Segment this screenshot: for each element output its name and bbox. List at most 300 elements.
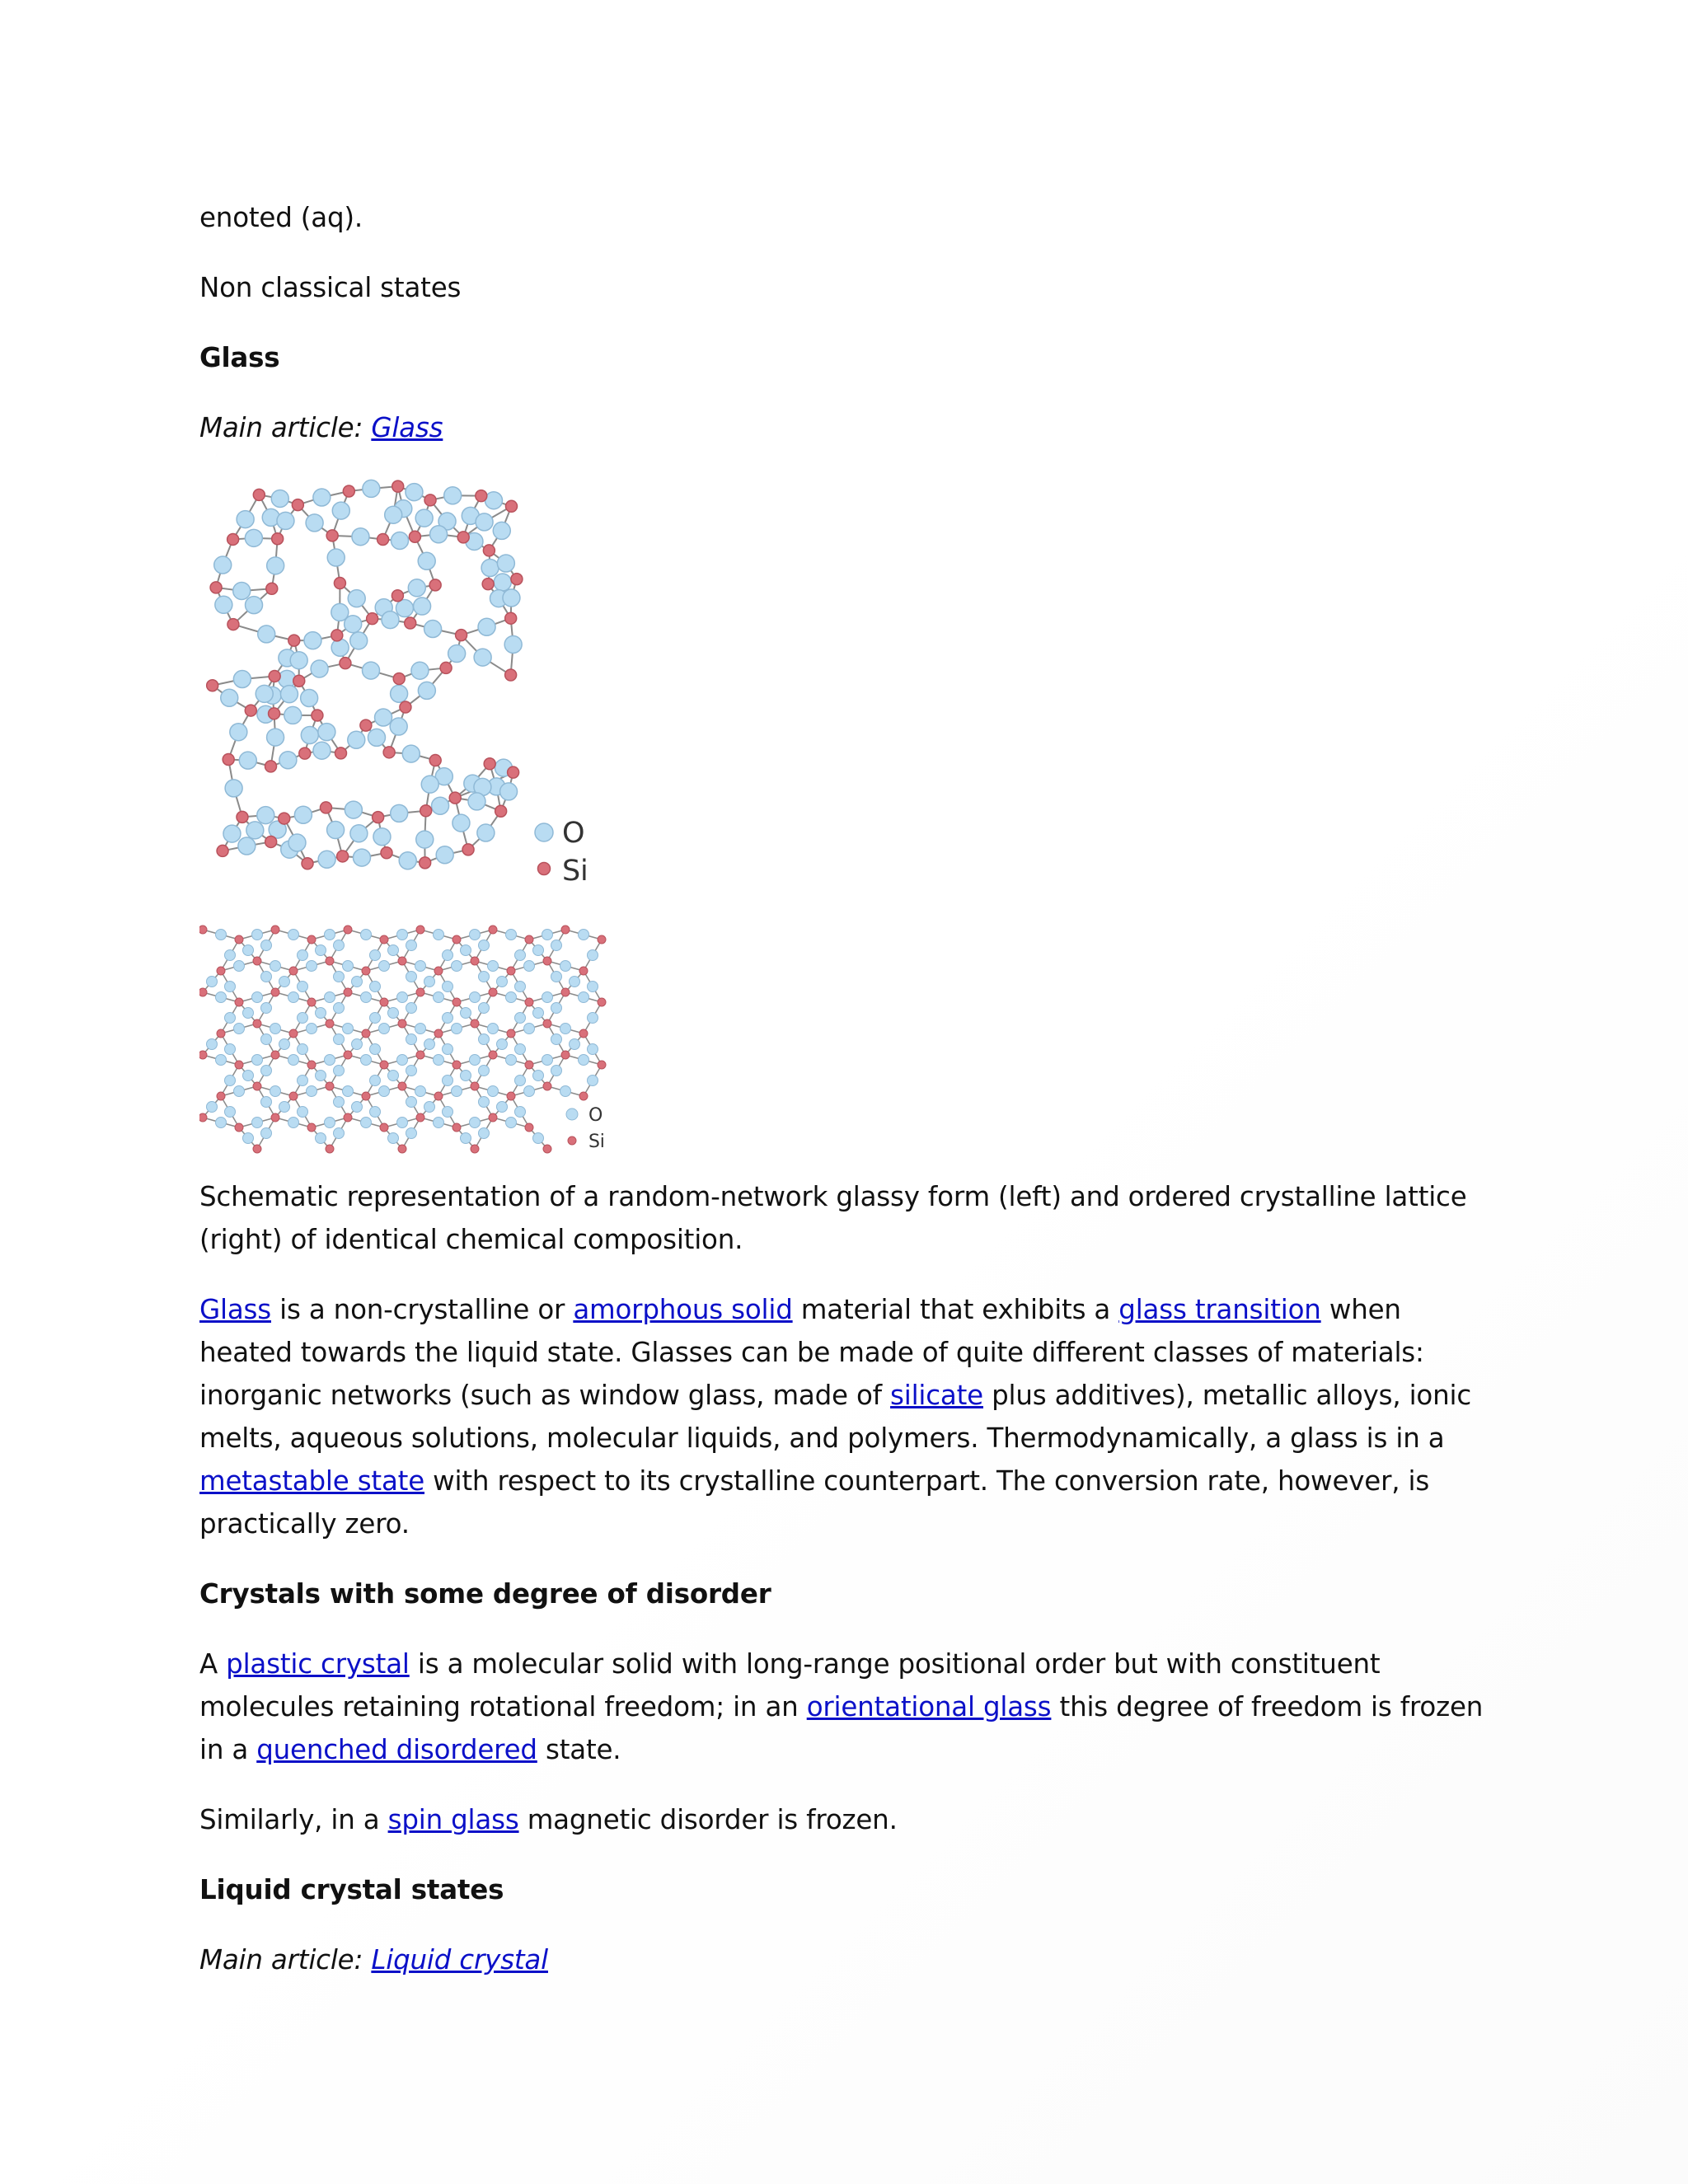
oxygen-atom [406, 1128, 417, 1139]
plastic-text-1: is a molecular solid with long-range positional order but with constituent molecules retaining rotational freedom; in an [199, 1648, 1381, 1722]
oxygen-atom [551, 1066, 562, 1076]
oxygen-atom [311, 660, 328, 677]
silicon-atom [271, 1113, 279, 1122]
oxygen-atom [390, 718, 407, 735]
oxygen-atom [298, 1107, 308, 1118]
oxygen-atom [361, 1055, 372, 1066]
oxygen-atom [379, 1024, 390, 1034]
silicon-atom [320, 802, 331, 813]
oxygen-atom [280, 686, 298, 703]
oxygen-atom [298, 1076, 308, 1086]
silicon-atom [344, 926, 352, 934]
silicon-atom [210, 582, 222, 593]
oxygen-atom [399, 852, 416, 869]
silicon-atom [381, 847, 392, 859]
oxygen-atom [243, 1071, 254, 1081]
silicon-atom [307, 1123, 316, 1132]
oxygen-atom [261, 1034, 272, 1045]
oxygen-atom [221, 689, 238, 706]
oxygen-atom [402, 745, 420, 762]
oxygen-atom [579, 992, 589, 1003]
oxygen-atom [485, 492, 502, 509]
oxygen-atom [415, 1024, 426, 1034]
oxygen-atom [468, 793, 485, 810]
oxygen-atom [316, 945, 326, 956]
silicon-atom [302, 858, 313, 869]
oxygen-atom [497, 555, 514, 572]
oxygen-atom [551, 940, 562, 951]
oxygen-atom [352, 1039, 363, 1050]
oxygen-atom [252, 992, 263, 1003]
silicon-atom [344, 1051, 352, 1059]
silicon-atom [543, 957, 551, 965]
silicon-atom [598, 1061, 606, 1069]
link-liquid-crystal-article[interactable]: Liquid crystal [371, 1944, 548, 1975]
silicon-atom [326, 957, 334, 965]
silicon-atom [334, 578, 345, 589]
plastic-text-0: A [199, 1648, 227, 1680]
oxygen-atom [588, 1044, 598, 1055]
glass-text-2: material that exhibits a [792, 1294, 1119, 1325]
silicon-atom [507, 967, 515, 975]
oxygen-atom [488, 1024, 499, 1034]
oxygen-atom [246, 597, 263, 614]
oxygen-atom [237, 511, 254, 528]
oxygen-atom [290, 652, 307, 669]
silicon-atom [598, 935, 606, 944]
crystal-legend-oxygen-marker [566, 1108, 578, 1120]
oxygen-atom [261, 1066, 272, 1076]
link-glass[interactable]: Glass [199, 1294, 271, 1325]
oxygen-atom [533, 945, 544, 956]
oxygen-atom [316, 1133, 326, 1144]
silicon-atom [235, 1061, 243, 1069]
silicon-atom [398, 1082, 406, 1090]
silicon-atom [398, 1145, 406, 1153]
oxygen-atom [207, 1102, 218, 1113]
oxygen-atom [294, 806, 312, 823]
oxygen-atom [284, 706, 302, 724]
oxygen-atom [479, 1128, 490, 1139]
oxygen-atom [216, 930, 227, 940]
silicon-atom [416, 926, 424, 934]
oxygen-atom [397, 1118, 408, 1128]
silicon-atom [237, 811, 248, 823]
oxygen-atom [245, 529, 262, 546]
oxygen-atom [418, 682, 435, 699]
silicon-atom [360, 719, 372, 731]
glass-paragraph [199, 1288, 1485, 1545]
oxygen-atom [345, 616, 362, 633]
silicon-atom [326, 1019, 334, 1028]
oxygen-atom [361, 992, 372, 1003]
plastic-crystal-paragraph [199, 1643, 1485, 1771]
silicon-atom [561, 1051, 570, 1059]
oxygen-atom [391, 685, 408, 702]
oxygen-atom [325, 930, 335, 940]
silicon-atom [424, 494, 436, 506]
oxygen-atom [288, 1118, 299, 1128]
silicon-atom [380, 998, 388, 1006]
oxygen-atom [261, 1003, 272, 1014]
oxygen-atom [494, 574, 511, 591]
oxygen-atom [406, 1097, 417, 1108]
oxygen-atom [298, 1013, 308, 1024]
silicon-atom [429, 579, 441, 591]
silicon-atom [380, 1061, 388, 1069]
oxygen-atom [334, 1003, 345, 1014]
silicon-atom [511, 574, 523, 585]
silicon-atom [471, 1019, 479, 1028]
oxygen-atom [301, 690, 318, 707]
oxygen-atom [243, 1133, 254, 1144]
oxygen-atom [307, 1086, 317, 1097]
oxygen-atom [252, 930, 263, 940]
link-plastic-crystal[interactable]: plastic crystal [226, 1648, 410, 1680]
oxygen-atom [461, 945, 471, 956]
oxygen-atom [506, 1118, 517, 1128]
silicon-atom [344, 988, 352, 996]
legend-silicon-label: Si [562, 855, 588, 888]
oxygen-atom [327, 549, 345, 566]
oxygen-atom [318, 851, 335, 868]
oxygen-atom [470, 930, 481, 940]
silicon-atom [269, 708, 280, 719]
crystalline-lattice-figure [199, 925, 1485, 1155]
oxygen-atom [479, 1066, 490, 1076]
glass-text-1: is a non-crystalline or [271, 1294, 574, 1325]
oxygen-atom [452, 1024, 462, 1034]
silicon-atom [217, 967, 225, 975]
silicon-atom [471, 957, 479, 965]
oxygen-atom [452, 1086, 462, 1097]
silicon-atom [373, 812, 384, 823]
oxygen-atom [298, 982, 308, 992]
silicon-atom [476, 490, 487, 502]
oxygen-atom [334, 940, 345, 951]
silicon-atom [269, 670, 280, 682]
oxygen-atom [375, 709, 392, 726]
oxygen-atom [361, 930, 372, 940]
oxygen-atom [223, 825, 241, 842]
silicon-atom [271, 1051, 279, 1059]
oxygen-atom [216, 1118, 227, 1128]
oxygen-atom [307, 1024, 317, 1034]
silicon-atom [265, 761, 277, 772]
silicon-atom [292, 499, 303, 511]
oxygen-atom [225, 1013, 236, 1024]
silicon-atom [199, 1051, 207, 1059]
silicon-atom [227, 619, 239, 630]
silicon-atom [227, 533, 239, 545]
oxygen-atom [515, 1076, 526, 1086]
silicon-atom [383, 747, 395, 758]
oxygen-atom [424, 977, 435, 987]
oxygen-atom [348, 590, 365, 607]
oxygen-atom [479, 940, 490, 951]
document-body [199, 196, 1485, 2008]
silicon-atom [199, 988, 207, 996]
oxygen-atom [279, 752, 297, 769]
oxygen-atom [497, 1039, 508, 1050]
oxygen-atom [343, 961, 354, 972]
oxygen-atom [406, 484, 423, 501]
silicon-atom [416, 1113, 424, 1122]
silicon-atom [489, 926, 497, 934]
oxygen-atom [542, 1055, 553, 1066]
oxygen-atom [515, 950, 526, 961]
oxygen-atom [481, 559, 499, 576]
silicon-atom [223, 753, 234, 765]
oxygen-atom [233, 582, 251, 599]
oxygen-atom [524, 1024, 535, 1034]
silicon-atom [400, 701, 411, 713]
silicon-atom [326, 530, 338, 541]
oxygen-atom [579, 1055, 589, 1066]
oxygen-atom [267, 557, 284, 574]
oxygen-atom [301, 726, 318, 743]
silicon-atom [457, 532, 469, 543]
silicon-atom [434, 1029, 443, 1038]
silicon-atom [217, 1092, 225, 1100]
oxygen-atom [325, 1118, 335, 1128]
oxygen-atom [267, 729, 284, 746]
oxygen-atom [316, 1008, 326, 1019]
oxygen-atom [533, 1071, 544, 1081]
main-article-prefix: Main article: [199, 412, 372, 443]
oxygen-atom [443, 1044, 453, 1055]
heading-liquid-crystal: Liquid crystal states [199, 1874, 504, 1905]
oxygen-atom [470, 992, 481, 1003]
silicon-atom [207, 680, 218, 691]
spin-text-1: magnetic disorder is frozen. [518, 1804, 898, 1835]
silicon-atom [253, 957, 261, 965]
heading-glass: Glass [199, 342, 280, 373]
link-metastable-state[interactable]: metastable state [199, 1465, 425, 1497]
silicon-atom [398, 1019, 406, 1028]
oxygen-atom [298, 950, 308, 961]
oxygen-atom [588, 982, 598, 992]
crystal-legend-silicon-marker [568, 1137, 576, 1145]
silicon-atom [299, 748, 311, 759]
oxygen-atom [432, 797, 449, 814]
link-glass-transition[interactable]: glass transition [1118, 1294, 1321, 1325]
silicon-atom [420, 857, 431, 869]
silicon-atom [279, 813, 290, 824]
silicon-atom [367, 613, 378, 625]
oxygen-atom [416, 831, 434, 848]
silicon-atom [289, 1029, 298, 1038]
oxygen-atom [271, 490, 288, 507]
oxygen-atom [243, 1008, 254, 1019]
oxygen-atom [368, 729, 385, 746]
silicon-atom [508, 766, 519, 778]
oxygen-atom [524, 1086, 535, 1097]
glass-text-3: when heated towards the liquid state. Glasses can be made of quite different classes of materials: inorganic networks (such as window glass, made of [199, 1294, 1424, 1411]
silicon-atom [307, 1061, 316, 1069]
oxygen-atom [443, 1107, 453, 1118]
link-quenched-disordered[interactable]: quenched disordered [256, 1734, 537, 1765]
silicon-atom [265, 836, 277, 847]
oxygen-atom [370, 1076, 381, 1086]
oxygen-atom [414, 598, 431, 615]
oxygen-atom [234, 961, 245, 972]
oxygen-atom [270, 1024, 281, 1034]
silicon-atom [579, 1092, 588, 1100]
oxygen-atom [334, 1034, 345, 1045]
silicon-atom [362, 1092, 370, 1100]
oxygen-atom [424, 621, 442, 638]
oxygen-atom [230, 724, 247, 741]
oxygen-atom [279, 977, 290, 987]
plastic-text-2: this degree of freedom is frozen in a [199, 1691, 1484, 1765]
link-silicate[interactable]: silicate [890, 1380, 983, 1411]
silicon-atom [434, 967, 443, 975]
oxygen-atom [350, 632, 368, 649]
silicon-atom [253, 1019, 261, 1028]
link-spin-glass[interactable]: spin glass [387, 1804, 519, 1835]
oxygen-atom [370, 982, 381, 992]
oxygen-atom [418, 552, 435, 569]
silicon-atom [253, 1082, 261, 1090]
oxygen-atom [252, 1118, 263, 1128]
oxygen-atom [515, 1044, 526, 1055]
silicon-atom [199, 926, 207, 934]
oxygen-atom [430, 526, 448, 543]
silicon-atom [377, 533, 389, 545]
silicon-atom [598, 998, 606, 1006]
silicon-atom [344, 1113, 352, 1122]
silicon-atom [199, 1113, 207, 1122]
amorphous-legend [535, 817, 588, 888]
silicon-atom [409, 531, 420, 542]
silicon-atom [452, 998, 461, 1006]
oxygen-atom [560, 1024, 571, 1034]
oxygen-atom [334, 1128, 345, 1139]
oxygen-atom [479, 1034, 490, 1045]
silicon-atom [456, 630, 467, 641]
oxygen-atom [406, 1034, 417, 1045]
silicon-atom [337, 851, 349, 862]
oxygen-atom [261, 972, 272, 982]
oxygen-atom [379, 1086, 390, 1097]
oxygen-atom [238, 837, 256, 855]
silicon-atom [253, 1145, 261, 1153]
oxygen-atom [261, 1128, 272, 1139]
oxygen-atom [334, 1066, 345, 1076]
silicon-atom [312, 710, 323, 721]
link-amorphous-solid[interactable]: amorphous solid [573, 1294, 793, 1325]
oxygen-atom [225, 1044, 236, 1055]
oxygen-atom [352, 1102, 363, 1113]
silicon-atom [217, 845, 228, 856]
oxygen-atom [504, 635, 522, 653]
silicon-atom [525, 935, 533, 944]
oxygen-atom [233, 671, 251, 688]
silicon-atom [289, 1092, 298, 1100]
oxygen-atom [524, 961, 535, 972]
oxygen-atom [397, 992, 408, 1003]
silicon-atom [440, 662, 452, 673]
oxygen-atom [411, 662, 429, 679]
figure-caption: Schematic representation of a random-network glassy form (left) and ordered crystalline lattice (right) of identical chemical composition. [199, 1181, 1467, 1255]
oxygen-atom [352, 528, 369, 546]
oxygen-atom [270, 1086, 281, 1097]
glass-text-5: with respect to its crystalline counterpart. The conversion rate, however, is practically zero. [199, 1465, 1430, 1540]
crystalline-lattice-diagram [199, 925, 613, 1155]
oxygen-atom [506, 992, 517, 1003]
silicon-atom [326, 1082, 334, 1090]
plastic-text-3: state. [537, 1734, 621, 1765]
oxygen-atom [214, 556, 232, 574]
oxygen-atom [397, 930, 408, 940]
silicon-atom [245, 705, 256, 716]
silicon-atom [452, 935, 461, 944]
silicon-atom [484, 758, 495, 770]
oxygen-atom [476, 513, 493, 531]
oxygen-atom [588, 1013, 598, 1024]
oxygen-atom [406, 940, 417, 951]
oxygen-atom [560, 1086, 571, 1097]
silicon-atom [331, 630, 343, 641]
oxygen-atom [474, 649, 491, 666]
silicon-atom [434, 1092, 443, 1100]
link-glass-article[interactable]: Glass [371, 412, 443, 443]
oxygen-atom [515, 1107, 526, 1118]
link-orientational-glass[interactable]: orientational glass [806, 1691, 1052, 1722]
silicon-atom [495, 805, 507, 817]
oxygen-atom [288, 1055, 299, 1066]
silicon-atom [362, 967, 370, 975]
silicon-atom [393, 673, 405, 685]
oxygen-atom [288, 930, 299, 940]
oxygen-atom [373, 828, 391, 846]
oxygen-atom [370, 950, 381, 961]
oxygen-atom [551, 1003, 562, 1014]
oxygen-atom [256, 685, 273, 702]
silicon-atom [429, 755, 441, 766]
oxygen-atom [304, 632, 321, 649]
silicon-atom [340, 658, 351, 669]
oxygen-atom [388, 1071, 399, 1081]
oxygen-atom [408, 579, 425, 597]
oxygen-atom [225, 982, 236, 992]
silicon-atom [489, 1051, 497, 1059]
oxygen-atom [261, 1097, 272, 1108]
silicon-atom [343, 485, 354, 497]
silicon-atom [293, 675, 305, 687]
oxygen-atom [477, 824, 495, 841]
oxygen-atom [470, 1055, 481, 1066]
silicon-atom [392, 480, 404, 492]
oxygen-atom [551, 1034, 562, 1045]
oxygen-atom [234, 1086, 245, 1097]
silicon-atom [235, 935, 243, 944]
oxygen-atom [415, 1086, 426, 1097]
oxygen-atom [488, 1086, 499, 1097]
oxygen-atom [434, 1055, 444, 1066]
amorphous-network-figure [199, 476, 1485, 897]
oxygen-atom [503, 589, 520, 607]
silicon-atom [380, 1123, 388, 1132]
heading-crystals-disorder: Crystals with some degree of disorder [199, 1578, 771, 1610]
oxygen-atom [327, 822, 345, 839]
oxygen-atom [298, 1044, 308, 1055]
oxygen-atom [334, 972, 345, 982]
oxygen-atom [397, 1055, 408, 1066]
oxygen-atom [216, 1055, 227, 1066]
silicon-atom [235, 998, 243, 1006]
